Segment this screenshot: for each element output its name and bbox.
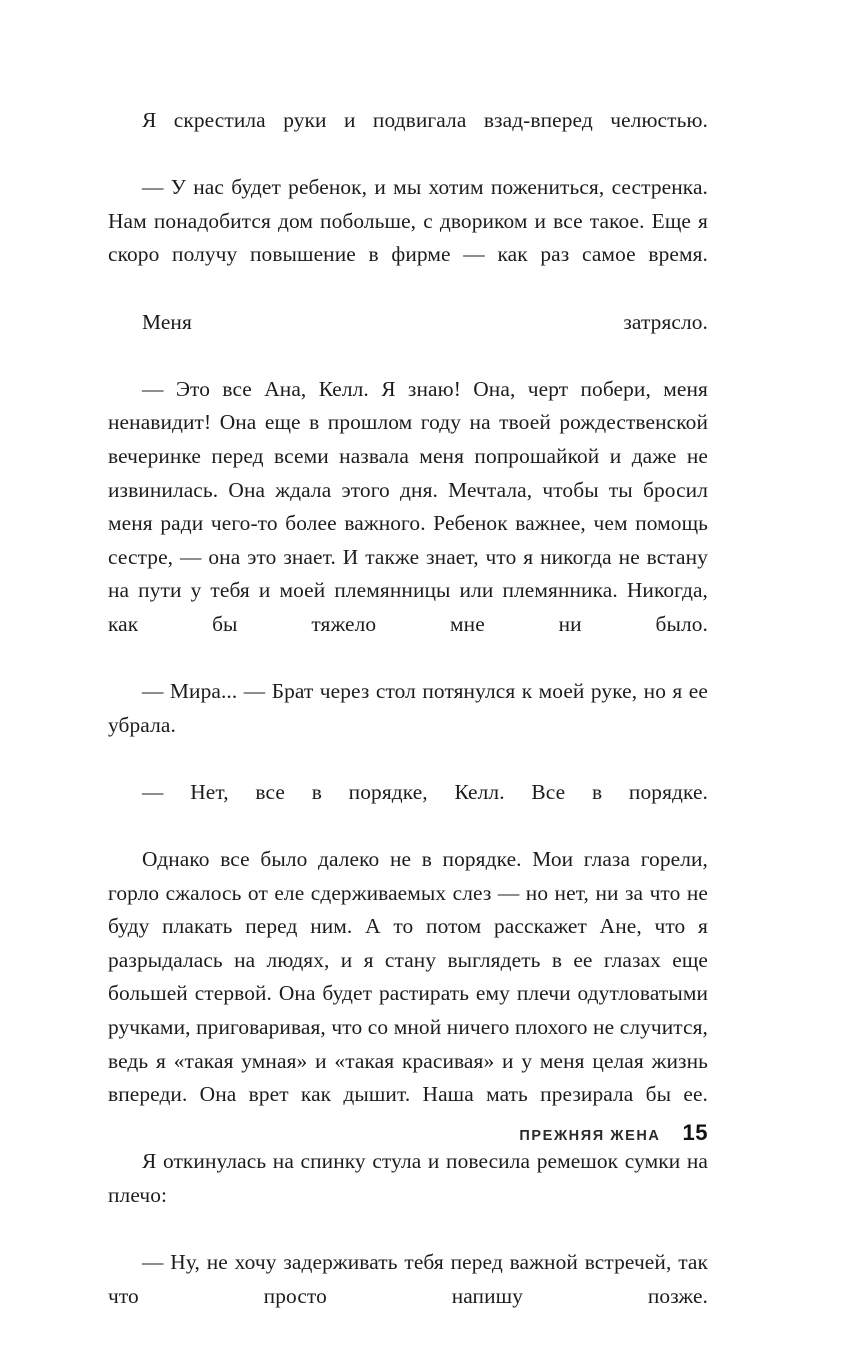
body-text [108, 104, 708, 1347]
paragraph: Меня затрясло. [142, 309, 708, 334]
paragraph: Я скрестила руки и подвигала взад-вперед челюстью. [142, 108, 708, 132]
paragraph: — Это все Ана, Келл. Я знаю! Она, черт побери, меня ненавидит! Она еще в прошлом году на твоей рождественской вечеринке перед всеми назвала меня попрошайкой и даже не извинилась. Она ждала этого дня. Мечтала, чтобы ты бросил меня ради чего-то более важного. Ребенок важнее, чем помощь сестре, — она это знает. И также знает, что я никогда не встану на пути у тебя и моей племянницы или племянника. Никогда, как бы тяжело мне ни было. [108, 376, 708, 636]
paragraph: Однако все было далеко не в порядке. Мои глаза горели, горло сжалось от еле сдерживаемых слез — но нет, ни за что не буду плакать перед ним. А то потом расскажет Ане, что я разрыдалась на людях, и я стану выглядеть в ее глазах еще большей стервой. Она будет растирать ему плечи одутловатыми ручками, приговаривая, что со мной ничего плохого не случится, ведь я «такая умная» и «такая красивая» и у меня целая жизнь впереди. Она врет как дышит. Наша мать презирала бы ее. [108, 847, 708, 1107]
paragraph: — Ну, не хочу задерживать тебя перед важной встречей, так что просто напишу позже. [108, 1250, 708, 1308]
paragraph: — Мира... — Брат через стол потянулся к моей руке, но я ее убрала. [108, 679, 708, 737]
page-number: 15 [682, 1120, 708, 1145]
page-footer [108, 1120, 708, 1146]
running-title: ПРЕЖНЯЯ ЖЕНА [519, 1128, 661, 1144]
paragraph: — Нет, все в порядке, Келл. Все в порядке. [142, 779, 708, 804]
paragraph: — У нас будет ребенок, и мы хотим пожениться, сестренка. Нам понадобится дом побольше, с двориком и все такое. Еще я скоро получу повышение в фирме — как раз самое время. [108, 175, 708, 267]
paragraph: Я откинулась на спинку стула и повесила ремешок сумки на плечо: [108, 1149, 708, 1207]
